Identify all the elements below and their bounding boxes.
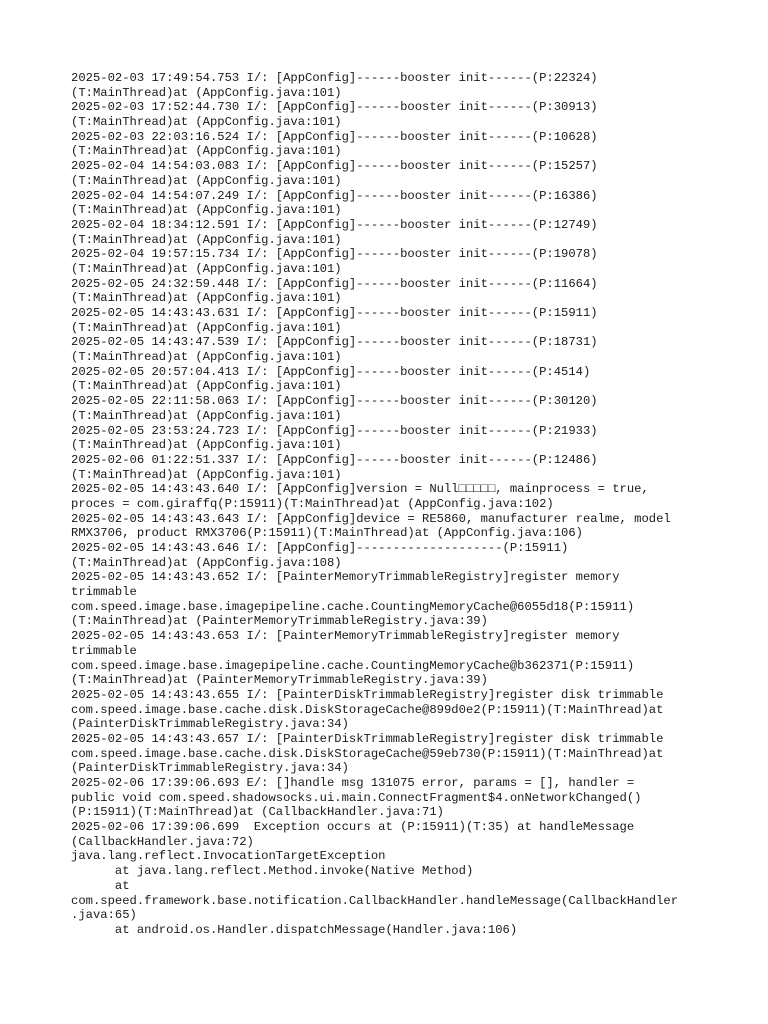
log-line: 2025-02-06 17:39:06.693 E/: []handle msg 131075 error, params = [], handler =	[71, 776, 635, 790]
log-line: 2025-02-05 20:57:04.413 I/: [AppConfig]------booster init------(P:4514)	[71, 364, 591, 379]
log-line: (T:MainThread)at (AppConfig.java:101)	[71, 173, 342, 188]
log-line: 2025-02-05 22:11:58.063 I/: [AppConfig]------booster init------(P:30120)	[71, 394, 598, 409]
log-line: at android.os.Handler.dispatchMessage(Handler.java:106)	[71, 922, 518, 937]
log-line: trimmable	[71, 643, 137, 658]
log-line: com.speed.image.base.imagepipeline.cache.CountingMemoryCache@b362371(P:15911)	[71, 658, 635, 673]
log-line: (T:MainThread)at (PainterMemoryTrimmableRegistry.java:39)	[71, 673, 488, 688]
log-line: 2025-02-05 14:43:47.539 I/: [AppConfig]------booster init------(P:18731)	[71, 335, 598, 350]
log-line: RMX3706, product RMX3706(P:15911)(T:MainThread)at (AppConfig.java:106)	[71, 526, 583, 541]
log-line: public void com.speed.shadowsocks.ui.main.ConnectFragment$4.onNetworkChanged()	[71, 790, 642, 805]
log-line: 2025-02-04 14:54:07.249 I/: [AppConfig]------booster init------(P:16386)	[71, 188, 598, 203]
log-line: at java.lang.reflect.Method.invoke(Native Method)	[71, 864, 474, 879]
log-line: 2025-02-03 22:03:16.524 I/: [AppConfig]------booster init------(P:10628)	[71, 129, 598, 144]
log-line: (CallbackHandler.java:72)	[71, 834, 254, 849]
log-line: proces = com.giraffq(P:15911)(T:MainThread)at (AppConfig.java:102)	[71, 496, 554, 511]
log-line: com.speed.framework.base.notification.CallbackHandler.handleMessage(CallbackHandler	[71, 893, 679, 908]
log-text-block	[71, 71, 711, 938]
log-line: .java:65)	[71, 908, 137, 923]
log-line: 2025-02-05 14:43:43.646 I/: [AppConfig]--------------------(P:15911)	[71, 541, 569, 555]
log-line: 2025-02-03 17:52:44.730 I/: [AppConfig]------booster init------(P:30913)	[71, 100, 598, 115]
log-line: 2025-02-05 14:43:43.655 I/: [PainterDiskTrimmableRegistry]register disk trimmable	[71, 687, 664, 702]
log-line: 2025-02-05 14:43:43.653 I/: [PainterMemoryTrimmableRegistry]register memory	[71, 629, 620, 644]
log-line: (T:MainThread)at (AppConfig.java:101)	[71, 85, 342, 100]
log-line: (P:15911)(T:MainThread)at (CallbackHandler.java:71)	[71, 805, 444, 820]
log-line: (T:MainThread)at (AppConfig.java:101)	[71, 467, 342, 482]
log-line: 2025-02-03 17:49:54.753 I/: [AppConfig]------booster init------(P:22324)	[71, 71, 598, 85]
log-line: (T:MainThread)at (AppConfig.java:101)	[71, 408, 342, 423]
log-line: (T:MainThread)at (AppConfig.java:101)	[71, 438, 342, 453]
log-line: (T:MainThread)at (AppConfig.java:101)	[71, 144, 342, 159]
log-line: 2025-02-04 18:34:12.591 I/: [AppConfig]------booster init------(P:12749)	[71, 217, 598, 232]
log-line: (T:MainThread)at (AppConfig.java:101)	[71, 115, 342, 130]
log-line: 2025-02-05 14:43:43.652 I/: [PainterMemoryTrimmableRegistry]register memory	[71, 570, 620, 585]
log-line: (T:MainThread)at (AppConfig.java:101)	[71, 350, 342, 365]
log-line: 2025-02-06 17:39:06.699 Exception occurs at (P:15911)(T:35) at handleMessage	[71, 820, 635, 835]
log-line: com.speed.image.base.cache.disk.DiskStorageCache@899d0e2(P:15911)(T:MainThread)at	[71, 702, 664, 717]
log-line: (T:MainThread)at (AppConfig.java:101)	[71, 261, 342, 276]
log-line: trimmable	[71, 585, 137, 600]
log-line: 2025-02-04 19:57:15.734 I/: [AppConfig]------booster init------(P:19078)	[71, 247, 598, 262]
log-line: (PainterDiskTrimmableRegistry.java:34)	[71, 717, 349, 732]
log-line: 2025-02-05 14:43:43.643 I/: [AppConfig]device = RE5860, manufacturer realme, model	[71, 511, 671, 526]
log-line: 2025-02-06 01:22:51.337 I/: [AppConfig]------booster init------(P:12486)	[71, 452, 598, 467]
log-line: com.speed.image.base.imagepipeline.cache.CountingMemoryCache@6055d18(P:15911)	[71, 599, 635, 614]
log-line: 2025-02-05 14:43:43.657 I/: [PainterDiskTrimmableRegistry]register disk trimmable	[71, 731, 664, 746]
log-line: (T:MainThread)at (AppConfig.java:108)	[71, 555, 342, 570]
log-line: java.lang.reflect.InvocationTargetException	[71, 849, 386, 864]
log-line: com.speed.image.base.cache.disk.DiskStorageCache@59eb730(P:15911)(T:MainThread)at	[71, 746, 664, 761]
log-line: (T:MainThread)at (PainterMemoryTrimmableRegistry.java:39)	[71, 614, 488, 629]
log-line: (T:MainThread)at (AppConfig.java:101)	[71, 320, 342, 335]
log-line: 2025-02-05 14:43:43.640 I/: [AppConfig]version = Null□□□□□, mainprocess = true,	[71, 482, 649, 497]
log-line: 2025-02-05 23:53:24.723 I/: [AppConfig]------booster init------(P:21933)	[71, 423, 598, 438]
log-line: (T:MainThread)at (AppConfig.java:101)	[71, 203, 342, 218]
log-line: 2025-02-04 14:54:03.083 I/: [AppConfig]------booster init------(P:15257)	[71, 159, 598, 174]
log-line: at	[71, 878, 130, 893]
log-line: 2025-02-05 14:43:43.631 I/: [AppConfig]------booster init------(P:15911)	[71, 306, 598, 320]
log-line: (T:MainThread)at (AppConfig.java:101)	[71, 379, 342, 394]
log-line: (PainterDiskTrimmableRegistry.java:34)	[71, 761, 349, 776]
log-line: (T:MainThread)at (AppConfig.java:101)	[71, 291, 342, 306]
log-line: (T:MainThread)at (AppConfig.java:101)	[71, 232, 342, 247]
log-line: 2025-02-05 24:32:59.448 I/: [AppConfig]------booster init------(P:11664)	[71, 276, 598, 291]
